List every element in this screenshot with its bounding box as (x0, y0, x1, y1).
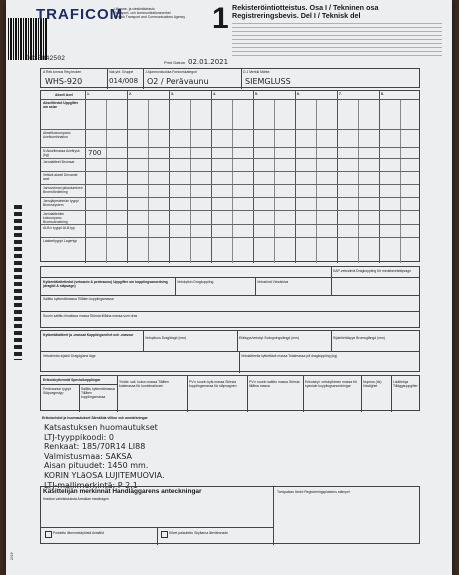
registration-document (6, 0, 452, 575)
remark-line: LTJ-mallimerkintä: P 2.1 (44, 480, 138, 490)
axle-subcolumn-line (148, 99, 149, 263)
coupling-masses-title: Kytkentälaitteet ja -massat Kopplingsenhet och -massor (43, 333, 134, 337)
max-towable-mass-label: Suurin sallittu hinattava massa Största tillåtna massa som dras (43, 314, 138, 318)
top-fields-row (40, 68, 420, 88)
make-value: SIEMGLUSS (245, 77, 291, 86)
axle-row-line (41, 237, 419, 238)
axle-column-number: 1. (87, 92, 90, 96)
combination-mass-label: Yhdist. sall. kokon.massa Tillåten totalmassa för kombinationen (119, 380, 169, 388)
vehicle-class-label: J Ajoneuvoluokka Fordonskategori (145, 70, 197, 74)
eye-position-label: Vetosilmän sijainti Dragöglans läge (43, 354, 96, 358)
make-label: D.1 Merkki Märke (243, 70, 270, 74)
axle-column-number: 2. (129, 92, 132, 96)
axle-subcolumn-line (232, 99, 233, 263)
special-coupling-mass-label: Sallittu kytkentämassa Tillåten kopplingsmassa (81, 387, 115, 399)
coupling-masses-section (40, 330, 420, 372)
footer-code: 2019 (10, 552, 14, 560)
remarks-text (44, 423, 165, 490)
additional-info-label: Lisätietoja Tilläggsuppgifter (393, 380, 418, 388)
coupling-title: Kytkentälaitetiedot (vetoauto & perävaunu) Uppgifter om kopplingsanordning (dragbil & släpvagn) (43, 280, 168, 288)
registration-stamp-label: Tomipaikan tiedot Registreringsplatsens stämpel (277, 490, 350, 494)
axle-subcolumn-line (400, 99, 401, 263)
handler-sublabel: Ilmoitus valmistuksista Anmälan meddragen (43, 497, 109, 501)
trailer-type-label: Perävaunun tyyppi Släpvagnstyp (43, 387, 72, 395)
axle-row-value: 700 (88, 149, 102, 157)
axle-row-label: Jarrulaitteet Bromsar (43, 160, 75, 164)
kap-coupling-label: KAP-vetosilmä Dragkoppling för medelaxelsläpvagn (333, 269, 412, 273)
axle-row-label: ALB:n tyyppi ALB-typ (43, 226, 75, 230)
deregistered-label: Poistettu liikennekäytöstä Avställd (53, 531, 104, 535)
special-couplings-title: Erikoiskytkennät Specialkopplingar (43, 378, 101, 382)
axle-row-line (41, 184, 419, 185)
plates-returned-checkbox (161, 531, 168, 538)
axle-subcolumn-line (274, 99, 275, 263)
axle-row-label: Laakerityyppi Lagertyp (43, 239, 78, 243)
axle-subcolumn-line (358, 99, 359, 263)
axle-row-line (41, 171, 419, 172)
remark-line: Aisan pituudet: 1450 mm. (44, 461, 149, 471)
axle-column-number: 5. (255, 92, 258, 96)
remark-line: KORIN YLäOSA LUJITEMUOVIA. (44, 470, 165, 480)
axle-column-number: 4. (213, 92, 216, 96)
print-date-label: Print Datum (164, 60, 186, 65)
axle-row-label: Jarrujärjestelmän tyyppi Bromssystem (43, 199, 79, 207)
axle-subcolumn-line (316, 99, 317, 263)
plates-returned-label: Kilvet palautettu Skyltarna återlämnade (169, 531, 228, 535)
remark-line: Renkaat: 185/70R14 LI88 (44, 442, 146, 452)
draw-length-label: Vetopituus Draglängd (mm) (145, 336, 187, 340)
remark-line: Valmistusmaa: SAKSA (44, 451, 133, 461)
brake-length-label: Sijaintietäisyys Bromsglängd (mm) (333, 336, 386, 340)
handler-title: Käsittelijän merkinnät Handläggarens anteckningar (43, 488, 202, 495)
title-fineprint (232, 20, 442, 58)
speed-label: Nopeus (hk) Hastighet (363, 380, 382, 388)
axle-column-number: 6. (297, 92, 300, 96)
document-serial: 0038842502 (26, 55, 66, 62)
axle-row-label: N Akselimassa Axeltryck (kg) (43, 149, 80, 157)
axle-column-number: 3. (171, 92, 174, 96)
agency-name: Liikenne- ja viestintävirasto Transport- och kommunikationsverket Finnish Transport and Communications Agency (114, 7, 186, 19)
fifth-wheel-label: Vetosilmä Vändskiva (257, 280, 289, 284)
axle-row-label: Akselikokoonpano Axelkombination (43, 131, 71, 139)
special-couplings-section (40, 375, 420, 411)
axle-row-line (41, 197, 419, 198)
axle-column-number: 7. (339, 92, 342, 96)
coupling-section (40, 266, 420, 328)
barcode (8, 18, 48, 60)
vehicle-class-value: O2 / Perävaunu (147, 77, 209, 86)
tow-hook-label: Vetokytkin Dragkoppling (177, 280, 214, 284)
group-code-value: 014/008 (109, 77, 139, 85)
axle-subcolumn-line (190, 99, 191, 263)
document-title: Rekisteröintiotteistus. Osa I / Tekninen osa Registreringsbevis. Del I / Teknisk del (232, 3, 379, 20)
reg-number-label: A Rek.tunnus Reg.tecken (43, 70, 82, 74)
axle-header-label: Akseli Axel (55, 93, 73, 97)
axle-row-label: Jarrulaitteiden kokoonpano Bromsutrustning (43, 212, 68, 224)
remark-line: Katsastuksen huomautukset (44, 423, 158, 432)
axle-subcolumn-line (106, 99, 107, 263)
axle-row-line (41, 158, 419, 159)
swing-length-label: Etäisyys/vetokyt Svängningslängd (mm) (239, 336, 300, 340)
traficom-logo: TRAFICOM (36, 6, 124, 23)
axle-row-line (41, 224, 419, 225)
side-barcode (14, 205, 22, 360)
print-date: 02.01.2021 (188, 58, 229, 66)
axle-header-line (41, 99, 419, 100)
coupling-total-mass-label: Vetolaitteella kytkettävä massa Totalmassa på dragkoppling (kg) (241, 354, 338, 358)
remarks-title: Erikoisehdot ja huomautukset Särskilda villkor och anmärkningar (42, 416, 148, 420)
axle-row-label: Akselitiedot Uppgifter om axlar (43, 101, 79, 109)
axle-row-line (41, 210, 419, 211)
special-hook-mass-label: Erikoiskyt. vetokytkimen massa för speciale kopplingsanordningar (305, 380, 358, 388)
axle-row-label: Jarruvoiman jakautuminen Bromsfördelning (43, 186, 83, 194)
form-number: 1 (212, 2, 229, 35)
remark-line: LTJ-tyyppikoodi: 0 (44, 432, 114, 442)
axle-row-line (41, 147, 419, 148)
trailer-coupling-mass-label: PV:n suurin kytk.massa Största kopplingsmassa för släpvagnen (189, 380, 237, 388)
handler-notes-section (40, 486, 420, 544)
trailer-max-mass-label: PV:n suurin sallittu massa Största tillåtna massa (249, 380, 300, 388)
axle-table (40, 90, 420, 262)
permitted-coupling-mass-label: Sallittu kytkentämassa Tillåten kopplingsmassa (43, 297, 114, 301)
group-code-label: Vak.yht. Gruppe (109, 70, 134, 74)
reg-number-value: WHS-920 (45, 77, 83, 86)
axle-row-label: Vetävä akseli Drivande axel (43, 173, 78, 181)
axle-column-number: 8. (381, 92, 384, 96)
axle-row-line (41, 129, 419, 130)
deregistered-checkbox (45, 531, 52, 538)
